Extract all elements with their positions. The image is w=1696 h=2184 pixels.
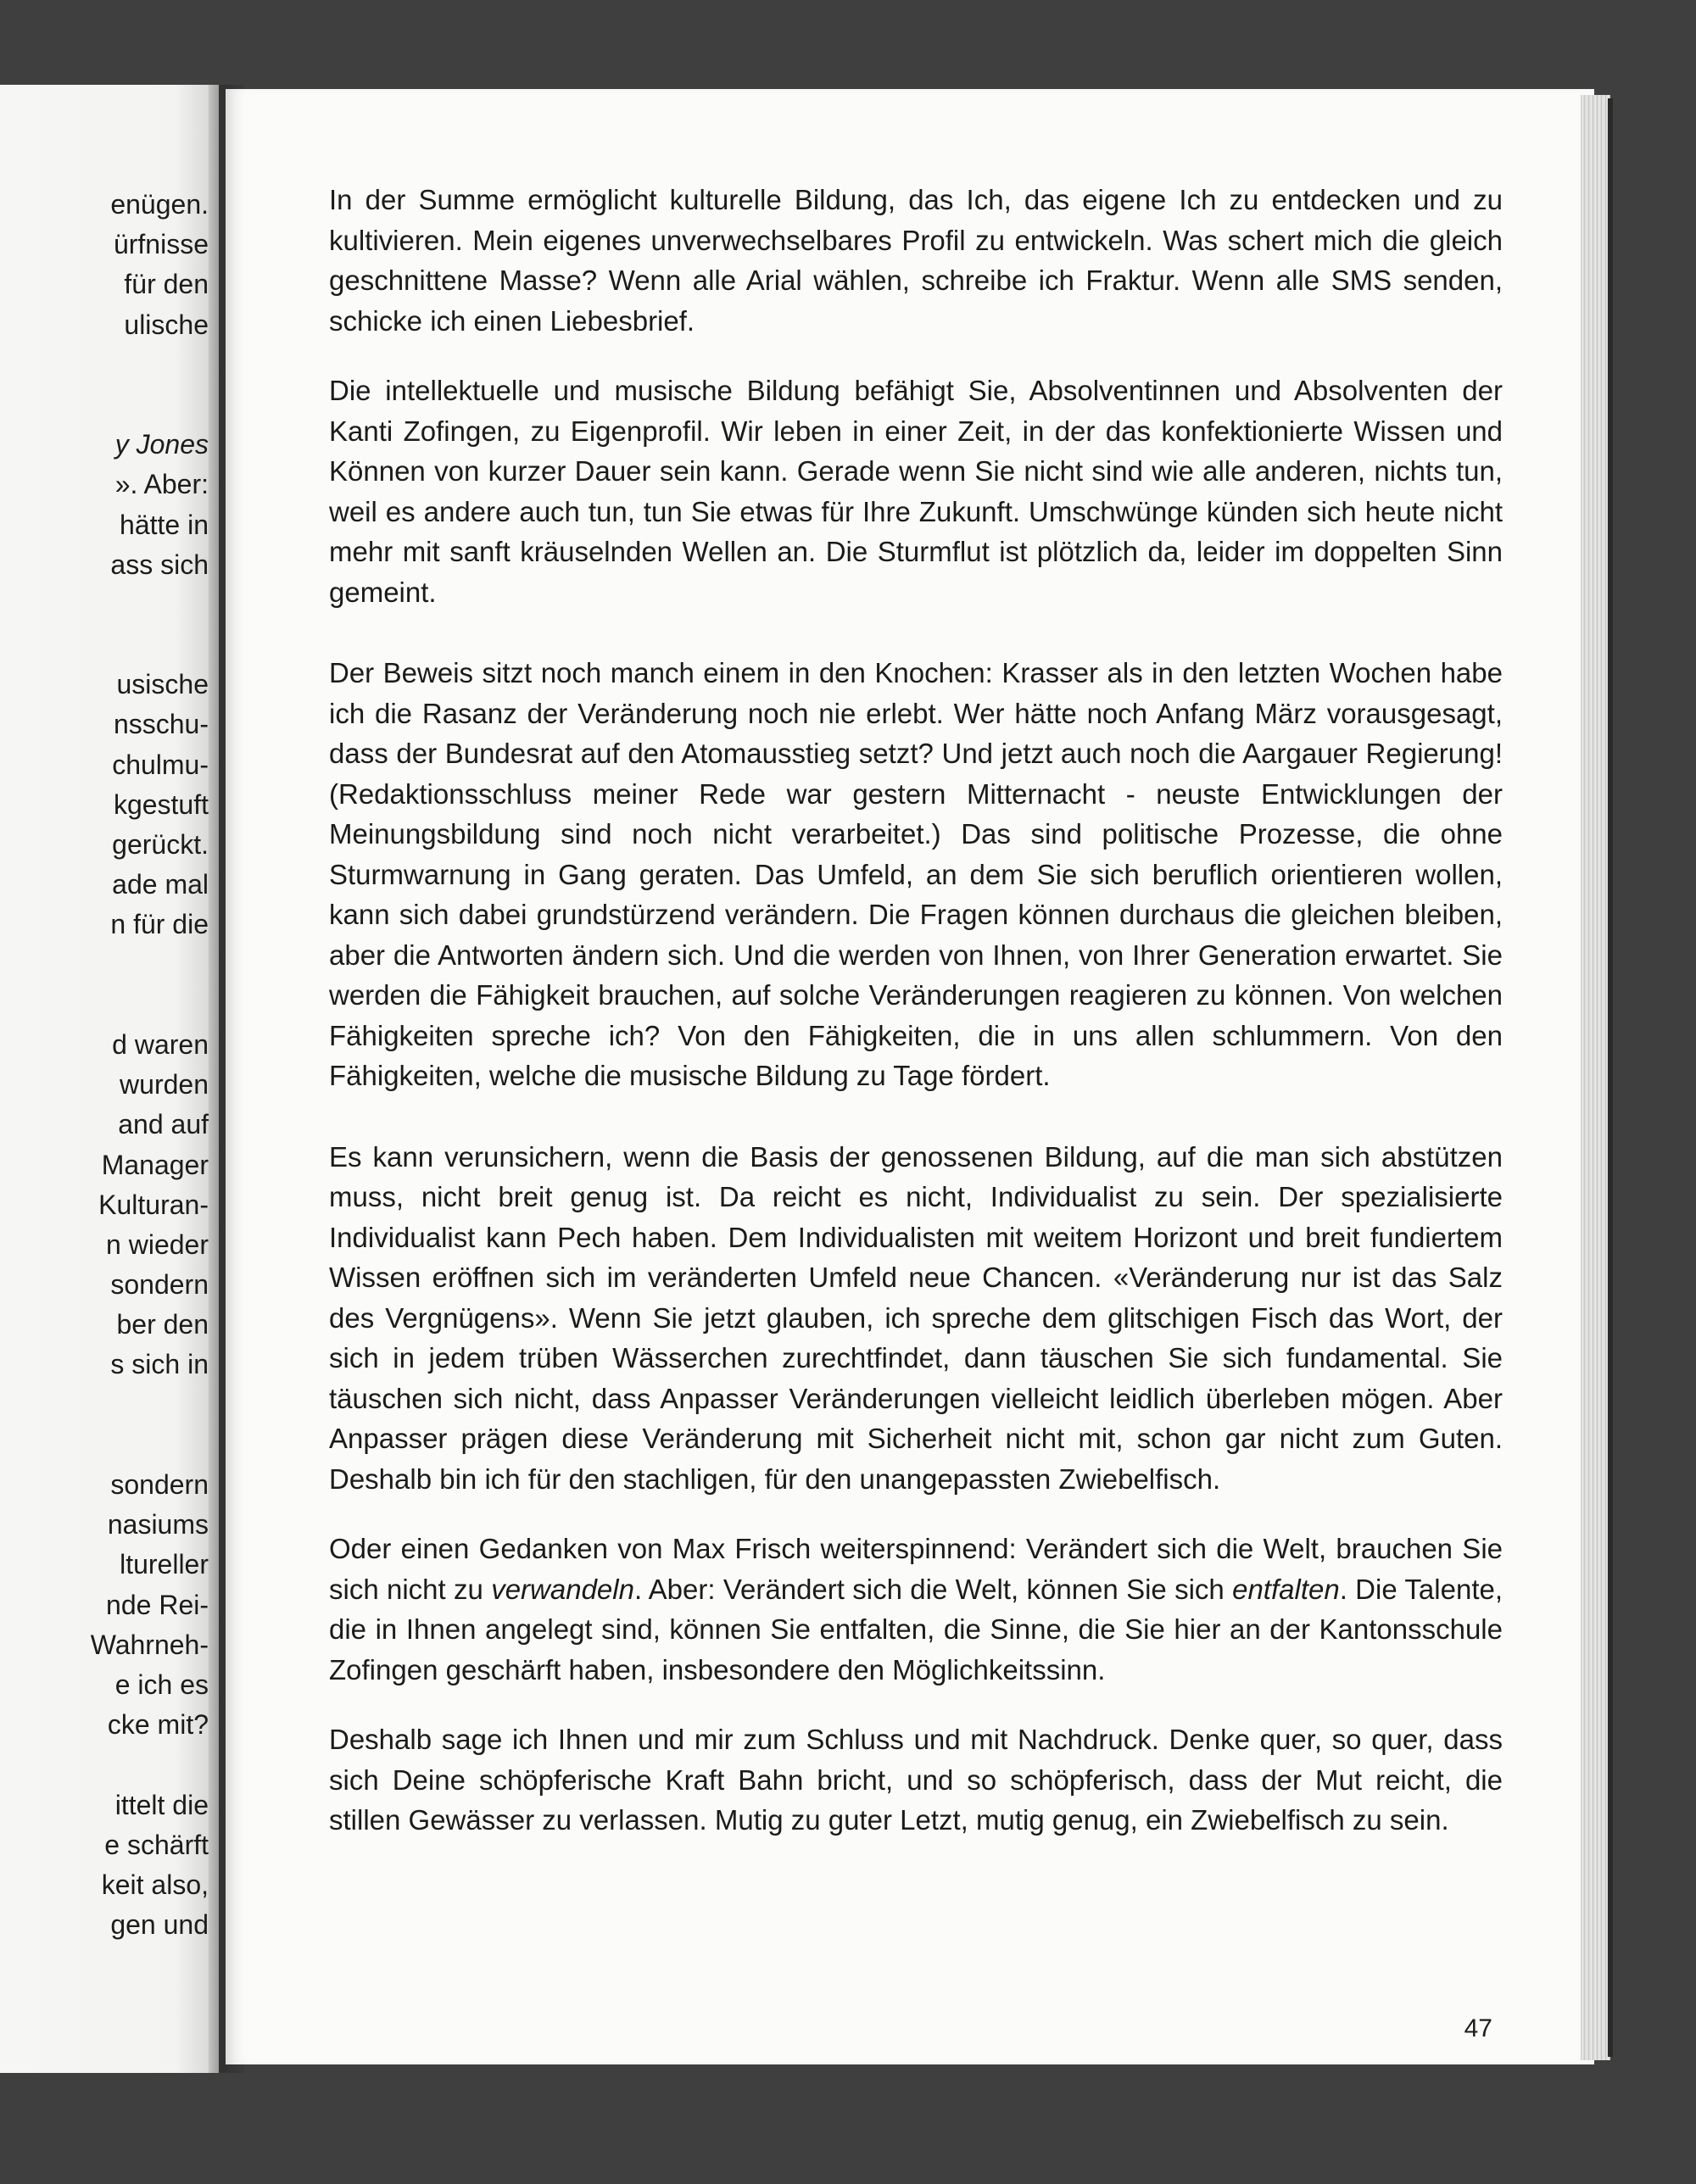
- left-line-fragment: [91, 945, 209, 985]
- left-line-fragment: s sich in: [110, 1349, 209, 1380]
- left-line-fragment: cke mit?: [107, 1709, 209, 1741]
- left-line-fragment: [91, 625, 209, 665]
- left-line-fragment: gerückt.: [112, 829, 209, 860]
- left-line-fragment: ». Aber:: [114, 469, 209, 500]
- left-line-fragment: keit also,: [101, 1869, 209, 1900]
- left-line-fragment: ass sich: [110, 549, 209, 580]
- left-line-fragment: Kulturan-: [98, 1189, 209, 1220]
- paragraph-text: . Die Talente, die in Ihnen angelegt sind, können Sie entfalten, die Sinne, die Sie hier an der Kantonsschule Zofingen geschärft haben, insbesondere den Möglichkeitssinn.: [329, 1573, 1504, 1685]
- left-line-fragment: [91, 385, 209, 425]
- paragraph: Die intellektuelle und musische Bildung befähigt Sie, Absolventinnen und Absolventen der Kanti Zofingen, zu Eigenprofil. Wir leben in einer Zeit, in der das konfektionierte Wissen und Können von kurzer Dauer sein kann. Gerade wenn Sie nicht sind wie alle anderen, nichts tun, weil es andere auch tun, tun Sie etwas für Ihre Zukunft. Umschwünge künden sich heute nicht mehr mit sanft kräuselnden Wellen an. Die Sturmflut ist plötzlich da, leider im doppelten Sinn gemeint.: [329, 375, 1503, 608]
- paragraph-text: . Aber: Verändert sich die Welt, können Sie sich: [633, 1573, 1233, 1605]
- left-line-fragment: chulmu-: [112, 749, 209, 780]
- left-line-fragment: usische: [116, 669, 209, 700]
- left-line-fragment: d waren: [112, 1028, 209, 1060]
- left-line-fragment: and auf: [118, 1109, 209, 1140]
- paragraph-text: Oder einen Gedanken von Max Frisch weiterspinnend: Verändert sich die Welt, brauchen Sie sich nicht zu: [329, 1533, 1503, 1605]
- emphasis: verwandeln: [491, 1573, 634, 1605]
- left-line-fragment: Wahrneh-: [90, 1629, 209, 1660]
- left-line-fragment: sondern: [110, 1469, 209, 1500]
- body-text: [329, 180, 1503, 1841]
- left-line-fragment: [91, 585, 209, 625]
- emphasis: entfalten: [1232, 1573, 1340, 1605]
- left-line-fragment: ber den: [116, 1309, 209, 1340]
- left-line-fragment: ürfnisse: [113, 229, 209, 260]
- left-line-fragment: [91, 985, 209, 1025]
- left-line-fragment: ade mal: [112, 869, 209, 900]
- left-line-fragment: nde Rei-: [106, 1589, 209, 1620]
- page-number: 47: [1464, 2014, 1492, 2042]
- left-line-fragment: [91, 345, 209, 385]
- left-line-fragment: n für die: [110, 909, 209, 940]
- paragraph: Deshalb sage ich Ihnen und mir zum Schluss und mit Nachdruck. Denke quer, so quer, dass sich Deine schöpferische Kraft Bahn bricht, und so schöpferisch, dass der Mut reicht, die stillen Gewässer zu verlassen. Mutig zu guter Letzt, mutig genug, ein Zwiebelfisch zu sein.: [329, 1724, 1503, 1836]
- left-line-fragment: ltureller: [120, 1549, 209, 1580]
- left-line-fragment: ulische: [124, 309, 209, 340]
- left-line-fragment: wurden: [120, 1069, 209, 1100]
- left-page: [0, 85, 219, 2073]
- left-line-fragment: für den: [124, 269, 209, 300]
- left-line-fragment: [91, 1425, 209, 1465]
- left-line-fragment: n wieder: [106, 1228, 209, 1260]
- paragraph: [329, 1529, 1503, 1690]
- left-line-fragment: nsschu-: [113, 709, 209, 740]
- page-edge-shadow: [1608, 98, 1613, 2057]
- paragraph: Es kann verunsichern, wenn die Basis der genossenen Bildung, auf die man sich abstützen muss, nicht breit genug ist. Da reicht es nicht, Individualist zu sein. Der spezialisierte Individualist kann Pech haben. Dem Individualisten mit weitem Horizont und breit fundiertem Wissen eröffnen sich im veränderten Umfeld neue Chancen. «Veränderung nur ist das Salz des Vergnügens». Wenn Sie jetzt glauben, ich spreche dem glitschigen Fisch das Wort, der sich in jedem trüben Wässerchen zurechtfindet, dann täuschen Sie sich fundamental. Sie täuschen sich nicht, dass Anpasser Veränderungen vielleicht leidlich überleben mögen. Aber Anpasser prägen diese Veränderung mit Sicherheit nicht mit, schon gar nicht zum Guten. Deshalb bin ich für den stachligen, für den unangepassten Zwiebelfisch.: [329, 1140, 1503, 1495]
- left-page-text: [91, 185, 209, 1945]
- left-line-fragment: [91, 1385, 209, 1425]
- left-line-fragment: gen und: [110, 1909, 209, 1941]
- left-line-fragment: kgestuft: [113, 788, 209, 820]
- left-line-fragment: [91, 1745, 209, 1785]
- left-line-fragment: ittelt die: [114, 1789, 209, 1820]
- left-line-fragment: e schärft: [104, 1829, 209, 1860]
- left-line-fragment: y Jones: [114, 429, 209, 460]
- left-line-fragment: hätte in: [120, 509, 209, 540]
- paragraph: Der Beweis sitzt noch manch einem in den Knochen: Krasser als in den letzten Wochen habe ich die Rasanz der Veränderung noch nie erlebt. Wer hätte noch Anfang März vorausgesagt, dass der Bundesrat auf den Atomausstieg setzt? Und jetzt auch noch die Aargauer Regierung! (Redaktionsschluss meiner Rede war gestern Mitternacht - neuste Entwicklungen der Meinungsbildung sind noch nicht verarbeitet.) Das sind politische Prozesse, die ohne Sturmwarnung in Gang geraten. Das Umfeld, an dem Sie sich beruflich orientieren wollen, kann sich dabei grundstürzend verändern. Die Fragen können durchaus die gleichen bleiben, aber die Antworten ändern sich. Und die werden von Ihnen, von Ihrer Generation erwartet. Sie werden die Fähigkeit brauchen, auf solche Veränderungen reagieren zu können. Von welchen Fähigkeiten spreche ich? Von den Fähigkeiten, die in uns allen schlummern. Von den Fähigkeiten, welche die musische Bildung zu Tage fördert.: [329, 657, 1503, 1091]
- left-line-fragment: Manager: [101, 1149, 209, 1180]
- paragraph: In der Summe ermöglicht kulturelle Bildung, das Ich, das eigene Ich zu entdecken und zu kultivieren. Mein eigenes unverwechselbares Profil zu entwickeln. Was schert mich die gleich geschnittene Masse? Wenn alle Arial wählen, schreibe ich Fraktur. Wenn alle SMS senden, schicke ich einen Liebesbrief.: [329, 184, 1503, 337]
- left-line-fragment: e ich es: [114, 1669, 209, 1700]
- left-line-fragment: sondern: [110, 1269, 209, 1301]
- page-edges: [1581, 95, 1610, 2060]
- left-line-fragment: nasiums: [107, 1509, 209, 1540]
- left-line-fragment: enügen.: [110, 189, 209, 220]
